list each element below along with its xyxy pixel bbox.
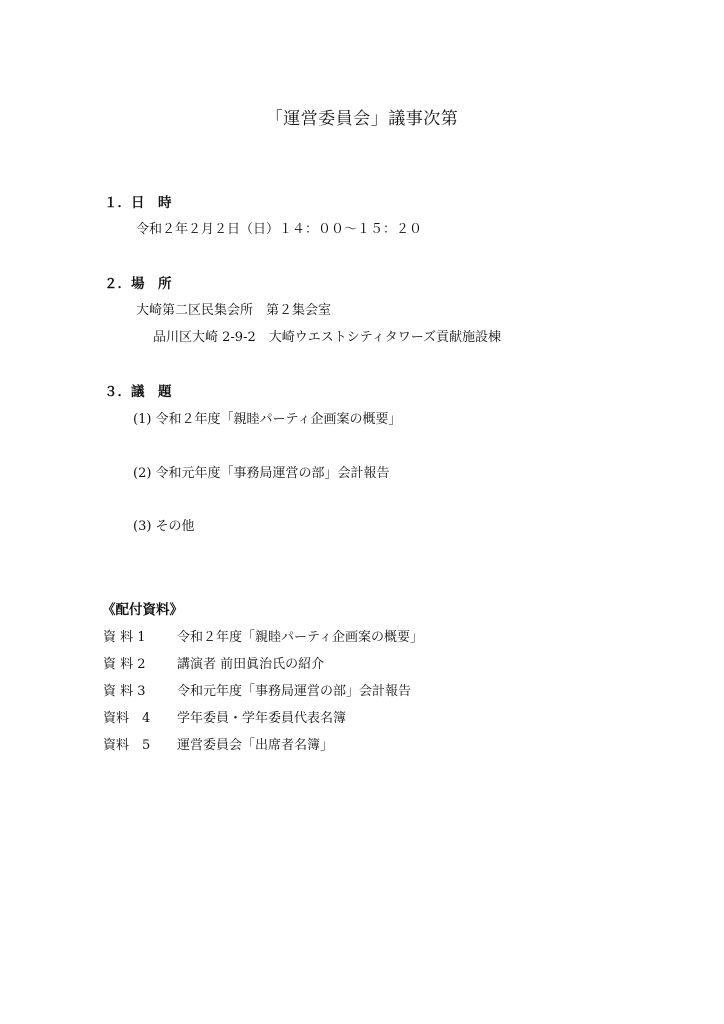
section-heading-location: ２．場 所 [104, 276, 172, 292]
attachment-text-3: 令和元年度「事務局運営の部」会計報告 [177, 684, 412, 699]
agenda-item-2: (2) 令和元年度「事務局運営の部」会計報告 [133, 466, 390, 481]
datetime-text: 令和２年２月２日（日）１４：００〜１５：２０ [136, 222, 423, 237]
agenda-item-3: (3) その他 [133, 519, 195, 534]
attachment-label-3: 資 料 3 [103, 684, 146, 699]
section-heading-datetime: １．日 時 [104, 195, 172, 211]
attachment-label-4: 資料 4 [103, 711, 151, 726]
attachment-text-2: 講演者 前田眞治氏の紹介 [177, 657, 325, 672]
attachment-label-1: 資 料 1 [103, 630, 146, 645]
agenda-item-1: (1) 令和２年度「親睦パーティ企画案の概要」 [133, 412, 402, 427]
attachment-text-4: 学年委員・学年委員代表名簿 [177, 711, 347, 726]
attachment-text-1: 令和２年度「親睦パーティ企画案の概要」 [177, 630, 423, 645]
attachments-heading: 《配付資料》 [102, 602, 183, 618]
document-title: 「運営委員会」議事次第 [265, 109, 459, 129]
section-heading-agenda: ３．議 題 [104, 384, 172, 400]
attachment-label-2: 資 料 2 [103, 657, 146, 672]
attachment-label-5: 資料 5 [103, 738, 151, 753]
location-venue: 大崎第二区民集会所 第２集会室 [136, 303, 332, 318]
attachment-text-5: 運営委員会「出席者名簿」 [177, 738, 334, 753]
location-address: 品川区大崎 2-9-2 大崎ウエストシティタワーズ貢献施設棟 [153, 330, 502, 345]
